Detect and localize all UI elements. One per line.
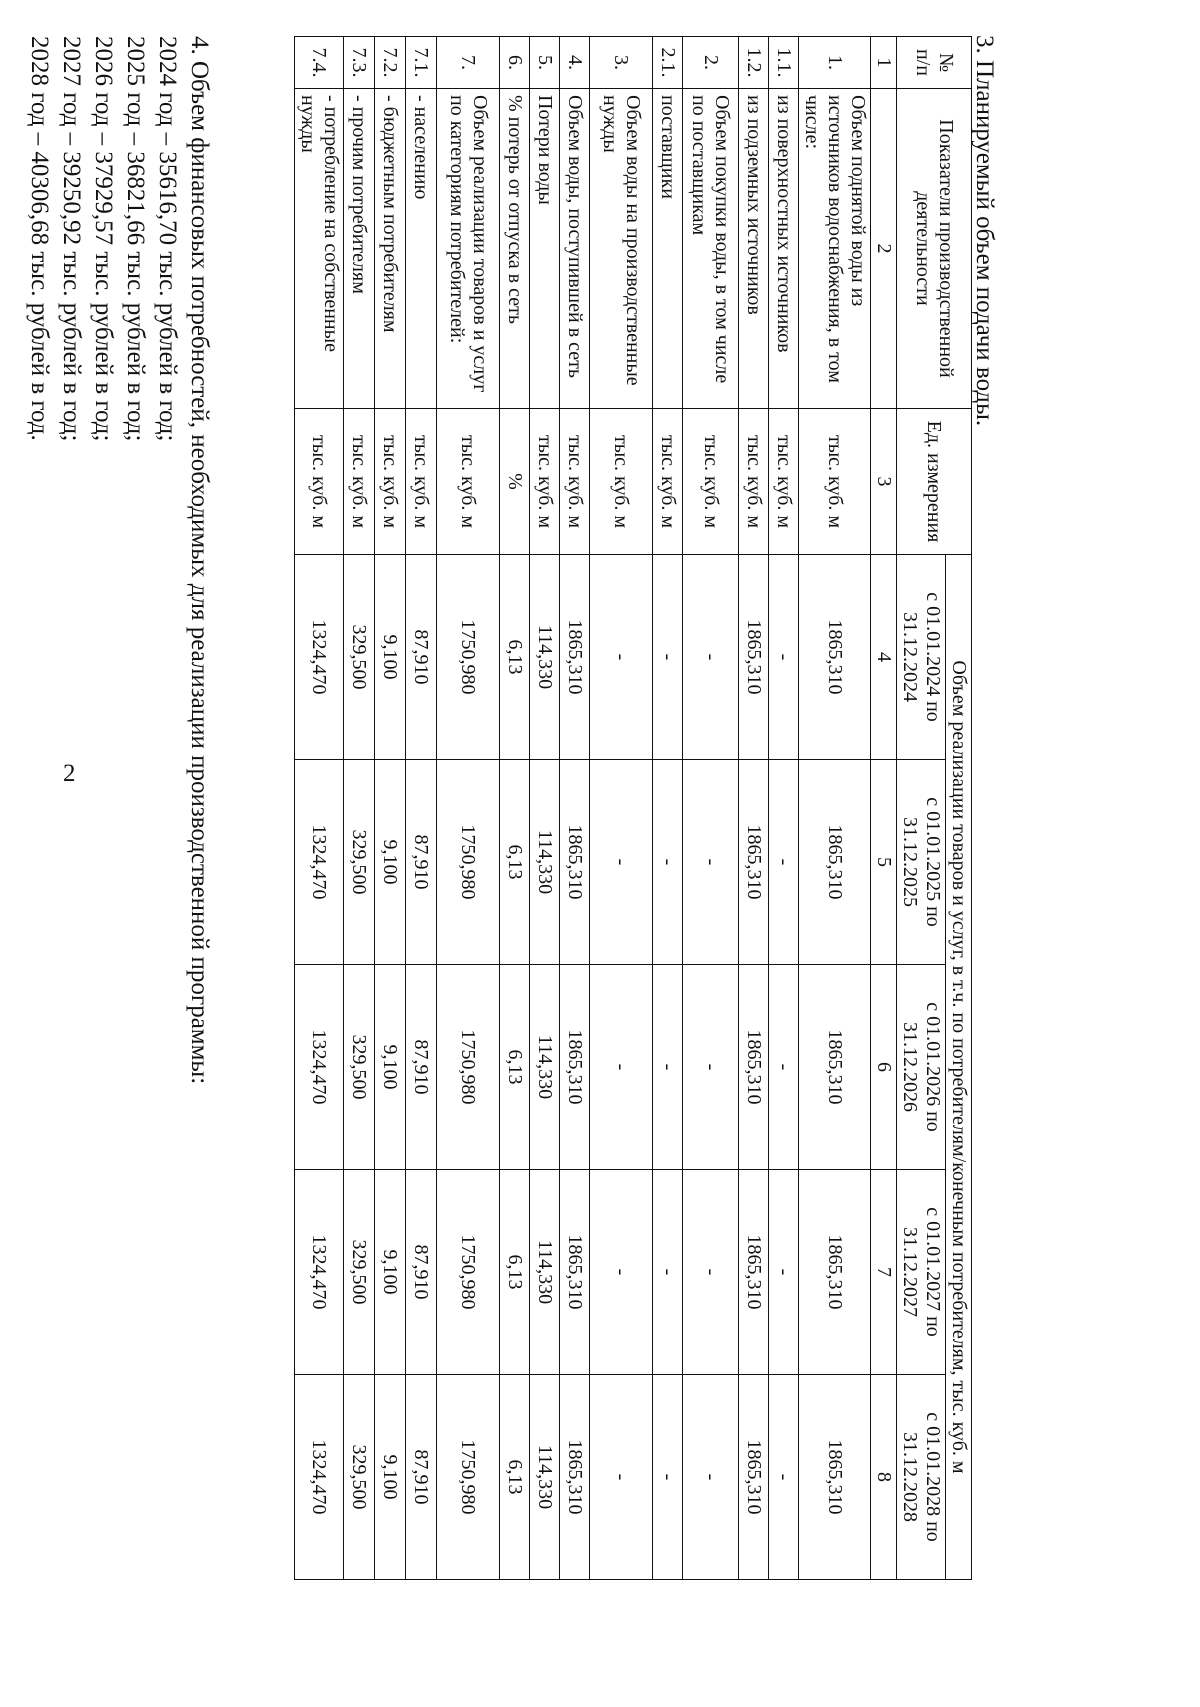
row-value: 114,330 bbox=[530, 1170, 560, 1375]
row-num: 7.2. bbox=[375, 37, 406, 89]
row-indicator: - населению bbox=[406, 89, 437, 409]
col-number: 3 bbox=[871, 409, 897, 555]
row-value: 1750,980 bbox=[437, 965, 500, 1170]
row-num: 6. bbox=[500, 37, 530, 89]
row-indicator: поставщики bbox=[653, 89, 683, 409]
row-value: 1865,310 bbox=[560, 760, 590, 965]
row-unit: тыс. куб. м bbox=[653, 409, 683, 555]
row-num: 7. bbox=[437, 37, 500, 89]
row-value: - bbox=[769, 555, 799, 760]
row-value: 1324,470 bbox=[295, 555, 344, 760]
row-value: 1865,310 bbox=[560, 965, 590, 1170]
row-indicator: % потерь от отпуска в сеть bbox=[500, 89, 530, 409]
row-value: 9,100 bbox=[375, 555, 406, 760]
row-value: 9,100 bbox=[375, 760, 406, 965]
row-value: 87,910 bbox=[406, 1375, 437, 1580]
row-value: - bbox=[683, 1170, 739, 1375]
row-num: 1. bbox=[799, 37, 871, 89]
row-unit: % bbox=[500, 409, 530, 555]
row-unit: тыс. куб. м bbox=[530, 409, 560, 555]
row-value: 1324,470 bbox=[295, 760, 344, 965]
header-period-2027: с 01.01.2027 по 31.12.2027 bbox=[897, 1170, 946, 1375]
table-row bbox=[406, 37, 437, 1580]
row-value: 1865,310 bbox=[739, 965, 769, 1170]
row-value: 1750,980 bbox=[437, 555, 500, 760]
row-unit: тыс. куб. м bbox=[344, 409, 375, 555]
row-value: - bbox=[590, 1375, 653, 1580]
section-4-title: 4. Объем финансовых потребностей, необходимых для реализации производственной программы: bbox=[186, 36, 213, 1085]
row-value: - bbox=[683, 1375, 739, 1580]
row-unit: тыс. куб. м bbox=[683, 409, 739, 555]
row-value: 1750,980 bbox=[437, 1375, 500, 1580]
row-value: 6,13 bbox=[500, 1375, 530, 1580]
row-value: 9,100 bbox=[375, 965, 406, 1170]
row-value: 9,100 bbox=[375, 1170, 406, 1375]
row-value: 329,500 bbox=[344, 965, 375, 1170]
row-value: - bbox=[683, 965, 739, 1170]
row-value: 1324,470 bbox=[295, 965, 344, 1170]
row-value: 1865,310 bbox=[739, 555, 769, 760]
row-value: 1865,310 bbox=[560, 1375, 590, 1580]
header-period-2026: с 01.01.2026 по 31.12.2026 bbox=[897, 965, 946, 1170]
row-num: 2. bbox=[683, 37, 739, 89]
row-value: - bbox=[590, 760, 653, 965]
rotated-page-content bbox=[26, 10, 1010, 1690]
row-value: 1865,310 bbox=[799, 760, 871, 965]
table-row bbox=[295, 37, 344, 1580]
row-value: - bbox=[590, 965, 653, 1170]
row-value: 114,330 bbox=[530, 555, 560, 760]
row-value: 1750,980 bbox=[437, 1170, 500, 1375]
row-unit: тыс. куб. м bbox=[375, 409, 406, 555]
col-number: 2 bbox=[871, 89, 897, 409]
row-value: 1324,470 bbox=[295, 1375, 344, 1580]
row-num: 4. bbox=[560, 37, 590, 89]
financial-line-2025: 2025 год – 36821,66 тыс. рублей в год; bbox=[122, 36, 149, 442]
page-number: 2 bbox=[63, 760, 76, 787]
row-value: 114,330 bbox=[530, 965, 560, 1170]
row-value: - bbox=[769, 1170, 799, 1375]
row-value: - bbox=[683, 760, 739, 965]
row-indicator: Объем реализации товаров и услуг по категориям потребителей: bbox=[437, 89, 500, 409]
col-number: 1 bbox=[871, 37, 897, 89]
row-num: 2.1. bbox=[653, 37, 683, 89]
row-unit: тыс. куб. м bbox=[406, 409, 437, 555]
row-num: 1.2. bbox=[739, 37, 769, 89]
row-unit: тыс. куб. м bbox=[590, 409, 653, 555]
header-row-col-numbers bbox=[871, 37, 897, 1580]
row-value: - bbox=[769, 760, 799, 965]
row-value: 6,13 bbox=[500, 1170, 530, 1375]
financial-needs-section bbox=[23, 36, 215, 1084]
table-row bbox=[769, 37, 799, 1580]
row-value: 329,500 bbox=[344, 760, 375, 965]
table-body bbox=[295, 37, 871, 1580]
row-unit: тыс. куб. м bbox=[799, 409, 871, 555]
row-num: 3. bbox=[590, 37, 653, 89]
row-value: 329,500 bbox=[344, 1375, 375, 1580]
row-value: - bbox=[653, 1170, 683, 1375]
row-value: 1865,310 bbox=[739, 1170, 769, 1375]
header-unit: Ед. измерения bbox=[897, 409, 972, 555]
row-value: - bbox=[653, 760, 683, 965]
row-value: 114,330 bbox=[530, 760, 560, 965]
row-value: - bbox=[769, 1375, 799, 1580]
table-row bbox=[375, 37, 406, 1580]
row-value: 1865,310 bbox=[799, 555, 871, 760]
table-row bbox=[590, 37, 653, 1580]
row-value: 1865,310 bbox=[739, 1375, 769, 1580]
row-num: 5. bbox=[530, 37, 560, 89]
row-value: - bbox=[590, 555, 653, 760]
row-value: - bbox=[653, 965, 683, 1170]
header-row-main bbox=[946, 37, 972, 1580]
water-supply-table bbox=[294, 36, 972, 1580]
row-indicator: Потери воды bbox=[530, 89, 560, 409]
row-unit: тыс. куб. м bbox=[437, 409, 500, 555]
header-period-2025: с 01.01.2025 по 31.12.2025 bbox=[897, 760, 946, 965]
row-value: - bbox=[683, 555, 739, 760]
row-value: 6,13 bbox=[500, 555, 530, 760]
financial-line-2024: 2024 год – 35616,70 тыс. рублей в год; bbox=[154, 36, 181, 442]
row-unit: тыс. куб. м bbox=[769, 409, 799, 555]
row-value: - bbox=[653, 1375, 683, 1580]
header-period-2028: с 01.01.2028 по 31.12.2028 bbox=[897, 1375, 946, 1580]
row-num: 7.4. bbox=[295, 37, 344, 89]
row-indicator: Объем воды, поступившей в сеть bbox=[560, 89, 590, 409]
financial-line-2028: 2028 год – 40306,68 тыс. рублей в год. bbox=[26, 36, 53, 441]
row-unit: тыс. куб. м bbox=[739, 409, 769, 555]
row-num: 7.1. bbox=[406, 37, 437, 89]
financial-line-2026: 2026 год – 37929,57 тыс. рублей в год; bbox=[90, 36, 117, 442]
row-value: 9,100 bbox=[375, 1375, 406, 1580]
table-row bbox=[344, 37, 375, 1580]
row-value: 6,13 bbox=[500, 760, 530, 965]
table-head bbox=[871, 37, 972, 1580]
header-indicator: Показатели производственной деятельности bbox=[897, 89, 972, 409]
row-value: 1324,470 bbox=[295, 1170, 344, 1375]
row-indicator: Объем поднятой воды из источников водоснабжения, в том числе: bbox=[799, 89, 871, 409]
row-value: - bbox=[653, 555, 683, 760]
row-value: 1865,310 bbox=[799, 965, 871, 1170]
row-value: 87,910 bbox=[406, 965, 437, 1170]
row-num: 7.3. bbox=[344, 37, 375, 89]
header-period-2024: с 01.01.2024 по 31.12.2024 bbox=[897, 555, 946, 760]
table-row bbox=[683, 37, 739, 1580]
row-value: 329,500 bbox=[344, 555, 375, 760]
header-volume: Объем реализации товаров и услуг, в т.ч. по потребителям/конечным потребителям, тыс. куб. м bbox=[946, 555, 972, 1580]
table-row bbox=[437, 37, 500, 1580]
row-indicator: Объем воды на производственные нужды bbox=[590, 89, 653, 409]
table-row bbox=[530, 37, 560, 1580]
row-value: 87,910 bbox=[406, 555, 437, 760]
row-value: 1865,310 bbox=[560, 1170, 590, 1375]
row-value: 87,910 bbox=[406, 1170, 437, 1375]
row-value: 1865,310 bbox=[799, 1375, 871, 1580]
row-indicator: Объем покупки воды, в том числе по поставщикам bbox=[683, 89, 739, 409]
row-indicator: из подземных источников bbox=[739, 89, 769, 409]
row-num: 1.1. bbox=[769, 37, 799, 89]
table-row bbox=[653, 37, 683, 1580]
table-row bbox=[799, 37, 871, 1580]
table-row bbox=[500, 37, 530, 1580]
col-number: 5 bbox=[871, 760, 897, 965]
table-row bbox=[739, 37, 769, 1580]
header-num: № п/п bbox=[897, 37, 972, 89]
financial-line-2027: 2027 год – 39250,92 тыс. рублей в год; bbox=[58, 36, 85, 442]
row-indicator: из поверхностных источников bbox=[769, 89, 799, 409]
row-value: - bbox=[769, 965, 799, 1170]
row-value: 1865,310 bbox=[739, 760, 769, 965]
row-value: 114,330 bbox=[530, 1375, 560, 1580]
row-value: 1750,980 bbox=[437, 760, 500, 965]
row-indicator: - бюджетным потребителям bbox=[375, 89, 406, 409]
col-number: 8 bbox=[871, 1375, 897, 1580]
row-value: 6,13 bbox=[500, 965, 530, 1170]
section-3-title: 3. Планируемый объем подачи воды. bbox=[971, 35, 998, 427]
table-row bbox=[560, 37, 590, 1580]
row-unit: тыс. куб. м bbox=[560, 409, 590, 555]
col-number: 6 bbox=[871, 965, 897, 1170]
row-value: 87,910 bbox=[406, 760, 437, 965]
row-value: 329,500 bbox=[344, 1170, 375, 1375]
row-indicator: - потребление на собственные нужды bbox=[295, 89, 344, 409]
row-indicator: - прочим потребителям bbox=[344, 89, 375, 409]
row-value: 1865,310 bbox=[799, 1170, 871, 1375]
row-unit: тыс. куб. м bbox=[295, 409, 344, 555]
col-number: 7 bbox=[871, 1170, 897, 1375]
col-number: 4 bbox=[871, 555, 897, 760]
row-value: - bbox=[590, 1170, 653, 1375]
row-value: 1865,310 bbox=[560, 555, 590, 760]
